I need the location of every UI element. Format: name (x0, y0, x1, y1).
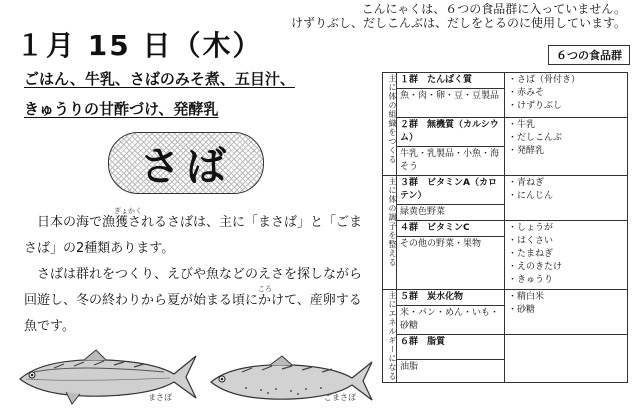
group-5-header-row (383, 290, 628, 306)
group-2-examples: ・ 牛乳 ・ だしこんぶ ・ 発酵乳 (505, 118, 628, 176)
menu-line-1: ごはん、牛乳、さばのみそ煮、五目汁、 (24, 70, 295, 88)
note-konnyaku: こんにゃくは、６つの食品群に入っていません。 (361, 2, 626, 16)
group-3-foods: 緑黄色野菜 (397, 205, 505, 221)
ruby-gyokaku: ぎょかく (114, 207, 142, 215)
role-build-body: 主に体の組織をつくる (383, 73, 397, 176)
food-groups-title: ６つの食品群 (548, 45, 630, 65)
note-dashi: けずりぶし、だしこんぶは、だしをとるのに使用しています。 (290, 16, 626, 30)
masaba-caption: まさば (148, 393, 172, 402)
group-4-header-row (383, 221, 628, 237)
menu-line-2: きゅうりの甘酢づけ、発酵乳 (24, 100, 219, 118)
group-2-label: ２群 無機質（カルシウム） (397, 118, 505, 147)
group-3-header-row (383, 176, 628, 205)
group-6-examples (505, 335, 628, 383)
feature-title: さば (140, 143, 232, 190)
group-6-header-row (383, 335, 628, 360)
group-3-examples: ・ 青ねぎ ・ にんじん (505, 176, 628, 221)
group-1-examples: ・ さば（骨付き） ・ 赤みそ ・ けずりぶし (505, 73, 628, 118)
feature-title-badge (108, 132, 264, 194)
gomasaba-caption: ごまさば (324, 393, 356, 402)
feature-description (24, 210, 374, 340)
group-2-foods: 牛乳・乳製品・小魚・海そう (397, 147, 505, 176)
masaba-illustration (14, 346, 200, 408)
feature-paragraph-2: さばは群れをつくり、えびや魚などのえさを探しながら回遊し、冬の終わりから夏が始まる頃にかけて、産卵する魚です。 (24, 267, 363, 334)
group-5-label: ５群 炭水化物 (397, 290, 505, 306)
food-groups-table (382, 72, 628, 383)
group-5-examples: ・ 精白米 ・ 砂糖 (505, 290, 628, 335)
group-1-foods: 魚・肉・卵・豆・豆製品 (397, 89, 505, 118)
group-6-label: ６群 脂質 (397, 335, 505, 360)
group-3-label: ３群 ビタミンA（カロテン） (397, 176, 505, 205)
feature-paragraph-1: 日本の海で漁獲されるさばは、主に「まさば」と「ごまさば」の2種類あります。 (24, 215, 363, 256)
group-1-header-row (383, 73, 628, 89)
role-energy: 主にエネルギーになる (383, 290, 397, 383)
group-5-foods: 米・パン・めん・いも・砂糖 (397, 306, 505, 335)
group-6-foods: 油脂 (397, 360, 505, 383)
group-4-label: ４群 ビタミンC (397, 221, 505, 237)
role-regulate-body: 主に体の調子を整える (383, 176, 397, 290)
group-1-label: １群 たんぱく質 (397, 73, 505, 89)
group-4-examples: ・ しょうが ・ はくさい ・ たまねぎ ・ えのきたけ ・ きゅうり (505, 221, 628, 290)
group-4-foods: その他の野菜・果物 (397, 237, 505, 290)
ruby-koro: ころ (258, 285, 272, 293)
page-date: １月 15 日（木） (16, 29, 263, 62)
group-2-header-row (383, 118, 628, 147)
